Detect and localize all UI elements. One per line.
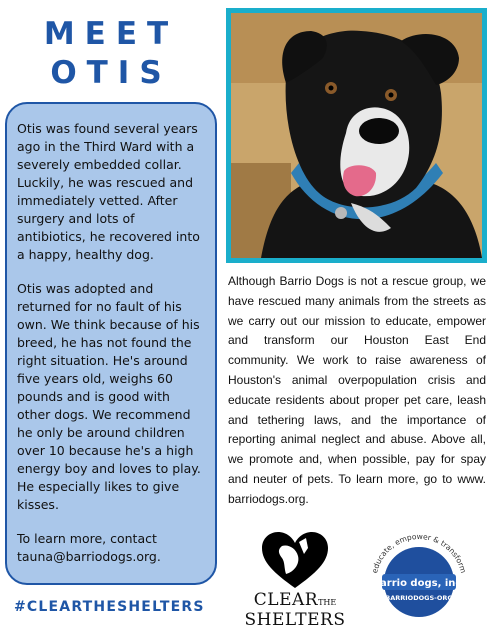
- page-title-line2: OTIS: [50, 55, 172, 91]
- heart-pets-icon: [244, 528, 346, 590]
- about-barrio-dogs-text: Although Barrio Dogs is not a rescue group, we have rescued many animals from the streets as we carry out our mission to educate, empower and transform our Houston East End community. We work to raise awareness of Houston's animal overpopulation crisis and educate residents about proper pet care, leash and tethering laws, and the importance of reporting animal neglect and abuse. Above all, we promote and, when possible, pay for spay and neuter of pets. To learn more, go to www. barriodogs.org.: [228, 274, 486, 506]
- clear-the-shelters-logo: [244, 528, 346, 634]
- clear-the-shelters-line2: SHELTERS: [244, 610, 346, 630]
- story-paragraph-2: Otis was adopted and returned for no fault of his own. We think because of his breed, he has not found the right situation. He's around five years old, weighs 60 pounds and is good with other dogs. We recommend he only be around children over 10 because he's a high energy boy and loves to play. He especially likes to give kisses.: [17, 281, 201, 512]
- clear-the-shelters-line1: [244, 590, 346, 610]
- barrio-dogs-logo: [362, 522, 476, 634]
- logo-name: barrio dogs, inc.: [372, 578, 466, 589]
- story-paragraph-3: To learn more, contact tauna@barriodogs.org.: [17, 531, 161, 564]
- story-box: [5, 102, 217, 585]
- clear-letter-c: C: [253, 590, 268, 610]
- clear-the-word: THE: [318, 598, 337, 607]
- page-title-line1: MEET: [43, 16, 179, 52]
- logo-site: BARRIODOGS-ORG: [385, 594, 453, 602]
- dog-photo: [226, 8, 487, 263]
- story-paragraph-1: Otis was found several years ago in the Third Ward with a severely embedded collar. Luckily, he was rescued and immediately vetted. After surgery and lots of antibiotics, he recovered into a happy, healthy dog.: [17, 121, 200, 262]
- dog-photo-illustration: [231, 13, 482, 258]
- barrio-dogs-logo-graphic: [362, 522, 476, 634]
- clear-letters: LEAR: [267, 590, 319, 610]
- logo-arc-text: educate, empower & transform: [369, 531, 469, 575]
- hashtag: #CLEARTHESHELTERS: [14, 599, 205, 615]
